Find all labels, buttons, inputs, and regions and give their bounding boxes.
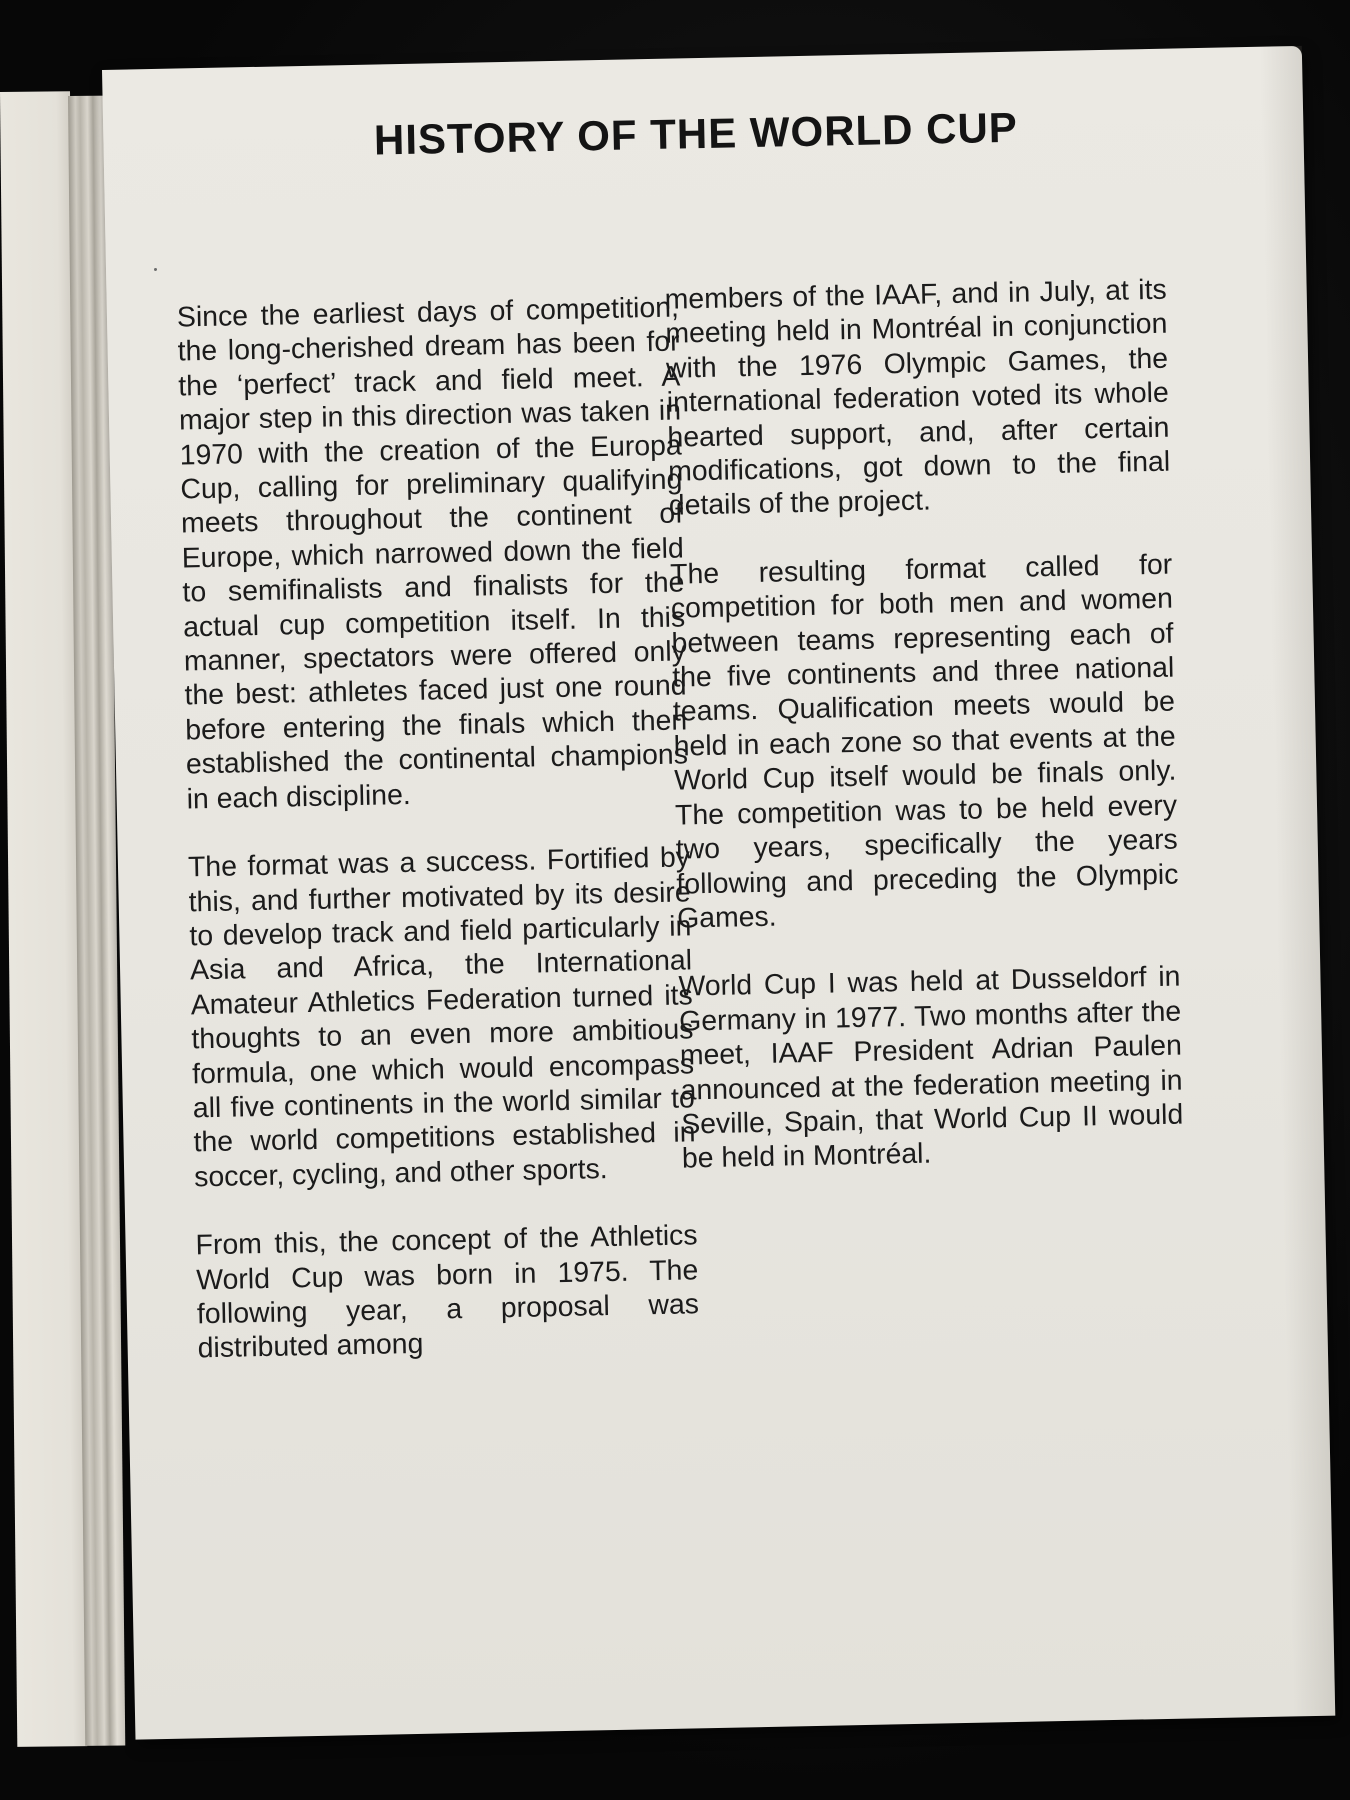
paragraph-iaaf-support: members of the IAAF, and in July, at its meeting held in Montréal in conjunction with the 1976 Olympic Games, the international federation voted its whole hearted support, and, after certain modifications, got down to the final details of the project. (664, 273, 1171, 523)
paragraph-format-success: The format was a success. Fortified by this, and further motivated by its desire to develop track and field particularly in Asia and Africa, the International Amateur Athletics Federation turned its thoughts to an even more ambitious formula, one which would encompass all five continents in the world similar to the world competitions established in soccer, cycling, and other sports. (187, 841, 696, 1194)
paragraph-resulting-format: The resulting format called for competition for both men and women between teams representing each of the five continents and three national teams. Qualification meets would be held in each zone so that events at the World Cup itself would be finals only. The competition was to be held every two years, specifically the years following and preceding the Olympic Games. (669, 548, 1179, 935)
booklet-page (102, 46, 1335, 1740)
paragraph-europa-cup: Since the earliest days of competition, the long-cherished dream has been for the ‘perfect’ track and field meet. A major step in this direction was taken in 1970 with the creation of the Europa Cup, calling for preliminary qualifying meets throughout the continent of Europe, which narrowed down the field to semifinalists and finalists for the actual cup competition itself. In this manner, spectators were offered only the best: athletes faced just one round before entering the finals which then established the continental champions in each discipline. (176, 291, 689, 816)
paragraph-concept-born: From this, the concept of the Athletics World Cup was born in 1975. The following year, a proposal was distributed among (195, 1219, 700, 1365)
page-title: HISTORY OF THE WORLD CUP (373, 103, 1019, 164)
right-text-column (664, 273, 1185, 1211)
paper-speck (154, 268, 157, 271)
left-text-column (177, 290, 701, 1400)
paragraph-world-cup-held: World Cup I was held at Dusseldorf in Germany in 1977. Two months after the meet, IAAF President Adrian Paulen announced at the federation meeting in Seville, Spain, that World Cup II would be held in Montréal. (678, 960, 1184, 1175)
